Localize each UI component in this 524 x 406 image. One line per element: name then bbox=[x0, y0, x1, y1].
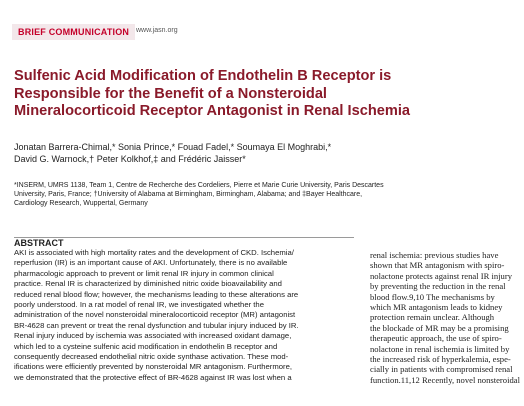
author-list bbox=[14, 142, 514, 165]
body-line: function.11,12 Recently, novel nonsteroidal bbox=[370, 374, 520, 385]
article-type-badge: BRIEF COMMUNICATION bbox=[12, 24, 135, 40]
journal-url[interactable]: www.jasn.org bbox=[136, 27, 178, 34]
abstract-line: we demonstrated that the protective effect of BR-4628 against IR was lost when a bbox=[14, 372, 292, 382]
affiliation-line: Cardiology Research, Wuppertal, Germany bbox=[14, 200, 148, 208]
body-line: which MR antagonism leads to kidney bbox=[370, 302, 503, 313]
title-line: Sulfenic Acid Modification of Endothelin B Receptor is bbox=[14, 68, 392, 84]
body-line: therapeutic approach, the use of spiro- bbox=[370, 333, 502, 344]
author-line: David G. Warnock,† Peter Kolkhof,‡ and Frédéric Jaisser* bbox=[14, 153, 246, 164]
body-line: renal ischemia: previous studies have bbox=[370, 250, 499, 260]
abstract-line: practice. Renal IR is characterized by diminished nitric oxide bioavailability and bbox=[14, 279, 282, 289]
body-line: by preventing the reduction in the renal bbox=[370, 281, 506, 292]
body-line: nolactone protects against renal IR injury bbox=[370, 270, 512, 281]
body-line: the blockade of MR may be a promising bbox=[370, 322, 509, 333]
abstract-heading: ABSTRACT bbox=[14, 238, 64, 248]
affiliation-line: *INSERM, UMRS 1138, Team 1, Centre de Recherche des Cordeliers, Pierre et Marie Curie University, Paris Descartes bbox=[14, 182, 384, 189]
abstract-line: Renal injury induced by ischemia was associated with increased oxidant damage, bbox=[14, 331, 292, 341]
body-line: blood flow.9,10 The mechanisms by bbox=[370, 291, 495, 302]
body-line: cially in patients with compromised renal bbox=[370, 364, 513, 375]
abstract-line: consequently decreased endothelial nitric oxide synthase activation. These mod- bbox=[14, 352, 289, 362]
body-line: shown that MR antagonism with spiro- bbox=[370, 260, 505, 271]
body-line: the increased risk of hyperkalemia, espe- bbox=[370, 354, 511, 365]
affiliations bbox=[14, 181, 514, 209]
abstract-divider bbox=[14, 237, 354, 238]
abstract-line: which led to a cysteine sulfenic acid modification in endothelin B receptor and bbox=[14, 341, 278, 351]
abstract-line: BR-4628 can prevent or treat the renal dysfunction and tubular injury induced by IR. bbox=[14, 320, 299, 330]
abstract-line: reduced renal blood flow; however, the mechanisms leading to these alterations are bbox=[14, 289, 299, 299]
abstract-line: poorly understood. In a rat model of renal IR, we investigated whether the bbox=[14, 300, 264, 310]
article-title bbox=[14, 68, 494, 121]
abstract-line: AKI is associated with high mortality rates and the development of CKD. Ischemia/ bbox=[14, 248, 294, 257]
abstract-line: pharmacologic approach to prevent or limit renal IR injury in common clinical bbox=[14, 268, 274, 278]
body-line: protection remain unclear. Although bbox=[370, 312, 495, 323]
abstract-line: ifications were efficiently prevented by nonsteroidal MR antagonism. Furthermore, bbox=[14, 362, 293, 372]
body-line: nolactone in renal ischemia is limited by bbox=[370, 343, 510, 354]
title-line: Mineralocorticoid Receptor Antagonist in Renal Ischemia bbox=[14, 103, 410, 119]
author-line: Jonatan Barrera-Chimal,* Sonia Prince,* Fouad Fadel,* Soumaya El Moghrabi,* bbox=[14, 142, 332, 152]
affiliation-line: University, Paris, France; †University of Alabama at Birmingham, Birmingham, Alabama; and ‡Bayer Healthcare, bbox=[14, 191, 363, 199]
abstract-line: reperfusion (IR) is an important cause of AKI. Unfortunately, there is no available bbox=[14, 258, 288, 268]
body-text-column bbox=[370, 250, 520, 385]
abstract-text bbox=[14, 248, 354, 383]
abstract-line: administration of the novel nonsteroidal mineralocorticoid receptor (MR) antagonist bbox=[14, 310, 296, 320]
journal-header bbox=[0, 0, 524, 44]
title-line: Responsible for the Benefit of a Nonsteroidal bbox=[14, 85, 327, 102]
